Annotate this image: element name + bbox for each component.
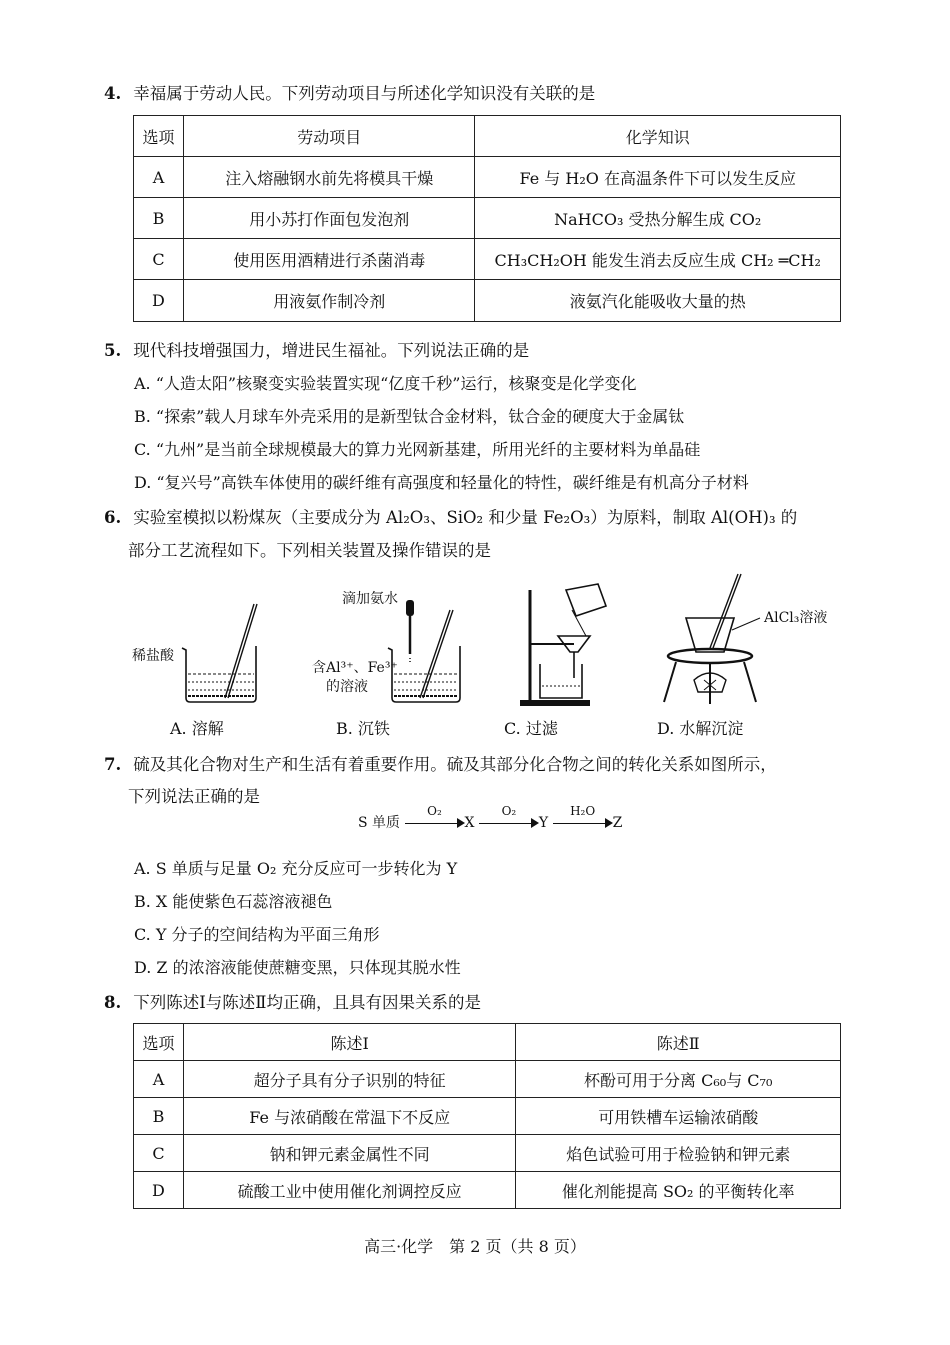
filtration-stand-diagram [520,584,606,706]
beaker-dissolve-diagram [182,604,257,702]
option-cell: A [134,157,184,198]
knowledge-cell: CH₃CH₂OH 能发生消去反应生成 CH₂ ═CH₂ [475,239,841,280]
project-cell: 注入熔融钢水前先将模具干燥 [183,157,475,198]
question-7-stem-line2: 下列说法正确的是 [128,787,260,806]
arrow-reagent: H₂O [570,804,596,818]
table-row [134,1061,841,1098]
header-cell: 选项 [134,116,184,157]
page-footer: 高三·化学 第 2 页（共 8 页） [364,1237,586,1256]
question-4-stem [104,80,595,104]
statement-2-cell: 杯酚可用于分离 C₆₀与 C₇₀ [516,1061,841,1098]
option-cell: B [134,1098,184,1135]
knowledge-cell: 液氨汽化能吸收大量的热 [475,280,841,322]
table-row [134,1135,841,1172]
caption-c: C. 过滤 [504,719,558,738]
statement-1-cell: Fe 与浓硝酸在常温下不反应 [183,1098,516,1135]
evaporation-dish-diagram [664,574,760,704]
caption-a: A. 溶解 [170,719,224,738]
question-text: 硫及其化合物对生产和生活有着重要作用。硫及其部分化合物之间的转化关系如图所示， [133,755,777,774]
label-dilute-hcl: 稀盐酸 [132,648,174,664]
scheme-start: S 单质 [358,815,401,831]
sulfur-conversion-scheme [358,804,623,832]
label-solution-ions: 含Al³⁺、Fe³⁺ [312,660,398,676]
q5-option-b: B. “探索”载人月球车外壳采用的是新型钛合金材料，钛合金的硬度大于金属钛 [134,407,685,426]
question-text: 现代科技增强国力，增进民生福祉。下列说法正确的是 [133,341,530,360]
question-text: 幸福属于劳动人民。下列劳动项目与所述化学知识没有关联的是 [133,84,596,103]
table-row [134,239,841,280]
caption-b: B. 沉铁 [336,719,390,738]
option-cell: B [134,198,184,239]
table-row [134,1098,841,1135]
project-cell: 用小苏打作面包发泡剂 [183,198,475,239]
header-cell: 选项 [134,1024,184,1061]
label-add-ammonia: 滴加氨水 [342,591,398,607]
option-cell: C [134,1135,184,1172]
arrow-reagent: O₂ [501,804,517,818]
table-header-row [134,1024,841,1061]
q5-option-c: C. “九州”是当前全球规模最大的算力光网新基建，所用光纤的主要材料为单晶硅 [134,440,701,459]
q7-option-b: B. X 能使紫色石蕊溶液褪色 [134,892,333,911]
table-row [134,198,841,239]
project-cell: 用液氨作制冷剂 [183,280,475,322]
header-cell: 化学知识 [475,116,841,157]
header-cell: 陈述Ⅰ [183,1024,516,1061]
option-cell: D [134,1172,184,1209]
header-cell: 劳动项目 [183,116,475,157]
question-8-stem [104,989,481,1013]
reaction-arrow [553,804,613,832]
question-5-stem [104,337,529,361]
question-text: 下列陈述Ⅰ与陈述Ⅱ均正确，且具有因果关系的是 [133,993,481,1012]
statement-2-cell: 焰色试验可用于检验钠和钾元素 [516,1135,841,1172]
question-6-stem-line2: 部分工艺流程如下。下列相关装置及操作错误的是 [128,541,491,560]
question-6-stem-line1 [104,504,797,528]
q5-option-d: D. “复兴号”高铁车体使用的碳纤维有高强度和轻量化的特性，碳纤维是有机高分子材料 [134,473,749,492]
question-number: 8. [104,993,122,1012]
q7-option-d: D. Z 的浓溶液能使蔗糖变黑，只体现其脱水性 [134,958,461,977]
project-cell: 使用医用酒精进行杀菌消毒 [183,239,475,280]
q8-table [133,1023,841,1209]
label-alcl3: AlCl₃溶液 [764,610,828,626]
scheme-product: Z [612,815,623,831]
q4-table [133,115,841,322]
question-7-stem-line1 [104,751,777,775]
option-cell: C [134,239,184,280]
statement-2-cell: 可用铁槽车运输浓硝酸 [516,1098,841,1135]
question-number: 5. [104,341,122,360]
knowledge-cell: Fe 与 H₂O 在高温条件下可以发生反应 [475,157,841,198]
q5-option-a: A. “人造太阳”核聚变实验装置实现“亿度千秒”运行，核聚变是化学变化 [134,374,637,393]
reaction-arrow [479,804,539,832]
question-number: 4. [104,84,122,103]
statement-1-cell: 超分子具有分子识别的特征 [183,1061,516,1098]
reaction-arrow [405,804,465,832]
q7-option-c: C. Y 分子的空间结构为平面三角形 [134,925,380,944]
statement-1-cell: 钠和钾元素金属性不同 [183,1135,516,1172]
arrow-reagent: O₂ [427,804,442,818]
header-cell: 陈述Ⅱ [516,1024,841,1061]
label-solution: 的溶液 [326,679,368,695]
question-text: 实验室模拟以粉煤灰（主要成分为 Al₂O₃、SiO₂ 和少量 Fe₂O₃）为原料，制取 Al(OH)₃ 的 [133,508,798,527]
statement-1-cell: 硫酸工业中使用催化剂调控反应 [183,1172,516,1209]
table-header-row [134,116,841,157]
table-row [134,1172,841,1209]
knowledge-cell: NaHCO₃ 受热分解生成 CO₂ [475,198,841,239]
apparatus-figure [120,570,840,710]
table-row [134,157,841,198]
beaker-precipitate-diagram [388,600,460,702]
question-number: 7. [104,755,122,774]
table-row [134,280,841,322]
scheme-product: Y [538,815,549,831]
q7-option-a: A. S 单质与足量 O₂ 充分反应可一步转化为 Y [134,859,458,878]
statement-2-cell: 催化剂能提高 SO₂ 的平衡转化率 [516,1172,841,1209]
scheme-product: X [464,815,475,831]
option-cell: D [134,280,184,322]
question-number: 6. [104,508,122,527]
option-cell: A [134,1061,184,1098]
caption-d: D. 水解沉淀 [657,719,744,738]
